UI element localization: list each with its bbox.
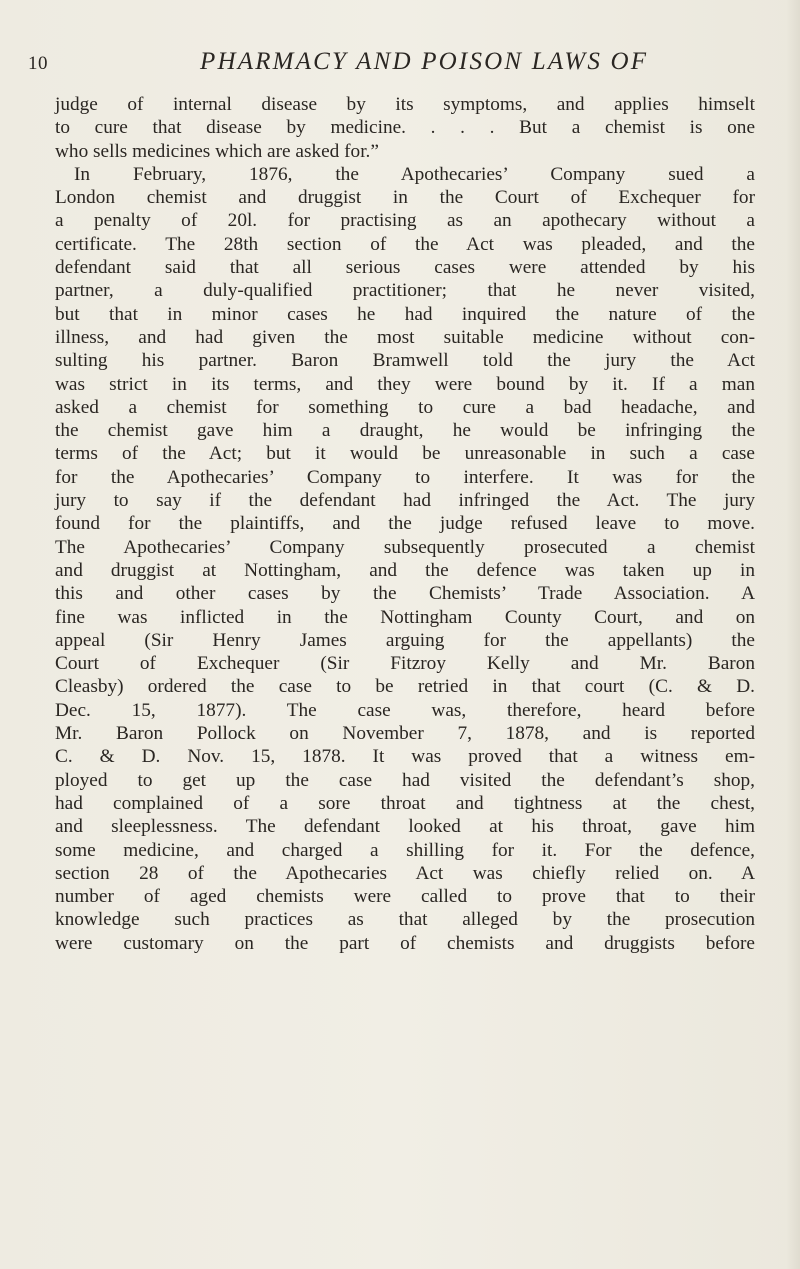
text-line: illness, and had given the most suitable medicine without con- xyxy=(55,326,755,348)
text-line: fine was inflicted in the Nottingham County Court, and on xyxy=(55,606,755,628)
text-line: to cure that disease by medicine. . . . But a chemist is one xyxy=(55,117,755,139)
text-line: C. & D. Nov. 15, 1878. It was proved that a witness em- xyxy=(55,746,755,768)
text-line: terms of the Act; but it would be unreasonable in such a case xyxy=(55,443,755,465)
text-line: Mr. Baron Pollock on November 7, 1878, and is reported xyxy=(55,723,755,745)
page-edge-shadow xyxy=(786,0,800,1269)
text-line: found for the plaintiffs, and the judge refused leave to move. xyxy=(55,513,755,535)
text-line: jury to say if the defendant had infringed the Act. The jury xyxy=(55,490,755,512)
text-line: partner, a duly-qualified practitioner; that he never visited, xyxy=(55,280,755,302)
text-line: was strict in its terms, and they were bound by it. If a man xyxy=(55,373,755,395)
text-line: Cleasby) ordered the case to be retried in that court (C. & D. xyxy=(55,676,755,698)
running-title: PHARMACY AND POISON LAWS OF xyxy=(200,48,649,75)
text-line: Court of Exchequer (Sir Fitzroy Kelly and Mr. Baron xyxy=(55,653,755,675)
text-line: number of aged chemists were called to prove that to their xyxy=(55,886,755,908)
text-line: Dec. 15, 1877). The case was, therefore, heard before xyxy=(55,699,755,721)
text-line: and sleeplessness. The defendant looked at his throat, gave him xyxy=(55,816,755,838)
text-line: some medicine, and charged a shilling for it. For the defence, xyxy=(55,839,755,861)
text-line: defendant said that all serious cases were attended by his xyxy=(55,257,755,279)
text-line: asked a chemist for something to cure a bad headache, and xyxy=(55,396,755,418)
text-line: sulting his partner. Baron Bramwell told the jury the Act xyxy=(55,350,755,372)
text-line: judge of internal disease by its symptoms, and applies himselt xyxy=(55,94,755,115)
text-line: appeal (Sir Henry James arguing for the appellants) the xyxy=(55,629,755,651)
text-line: the chemist gave him a draught, he would be infringing the xyxy=(55,420,755,442)
text-line: this and other cases by the Chemists’ Trade Association. A xyxy=(55,583,755,605)
text-line: knowledge such practices as that alleged by the prosecution xyxy=(55,909,755,931)
text-line: ployed to get up the case had visited the defendant’s shop, xyxy=(55,769,755,791)
page-header xyxy=(28,43,768,79)
text-line: had complained of a sore throat and tightness at the chest, xyxy=(55,792,755,814)
text-line: a penalty of 20l. for practising as an apothecary without a xyxy=(55,210,755,232)
text-line: London chemist and druggist in the Court of Exchequer for xyxy=(55,187,755,209)
text-line: were customary on the part of chemists and druggists before xyxy=(55,932,755,954)
text-line: who sells medicines which are asked for.” xyxy=(55,140,379,162)
text-line: but that in minor cases he had inquired the nature of the xyxy=(55,303,755,325)
text-line: for the Apothecaries’ Company to interfere. It was for the xyxy=(55,466,755,488)
body-text xyxy=(55,93,755,955)
text-line: In February, 1876, the Apothecaries’ Company sued a xyxy=(74,163,755,185)
text-line: certificate. The 28th section of the Act was pleaded, and the xyxy=(55,233,755,255)
text-line: and druggist at Nottingham, and the defence was taken up in xyxy=(55,559,755,581)
text-line: The Apothecaries’ Company subsequently prosecuted a chemist xyxy=(55,536,755,558)
page-number: 10 xyxy=(28,53,48,74)
text-line: section 28 of the Apothecaries Act was chiefly relied on. A xyxy=(55,862,755,884)
